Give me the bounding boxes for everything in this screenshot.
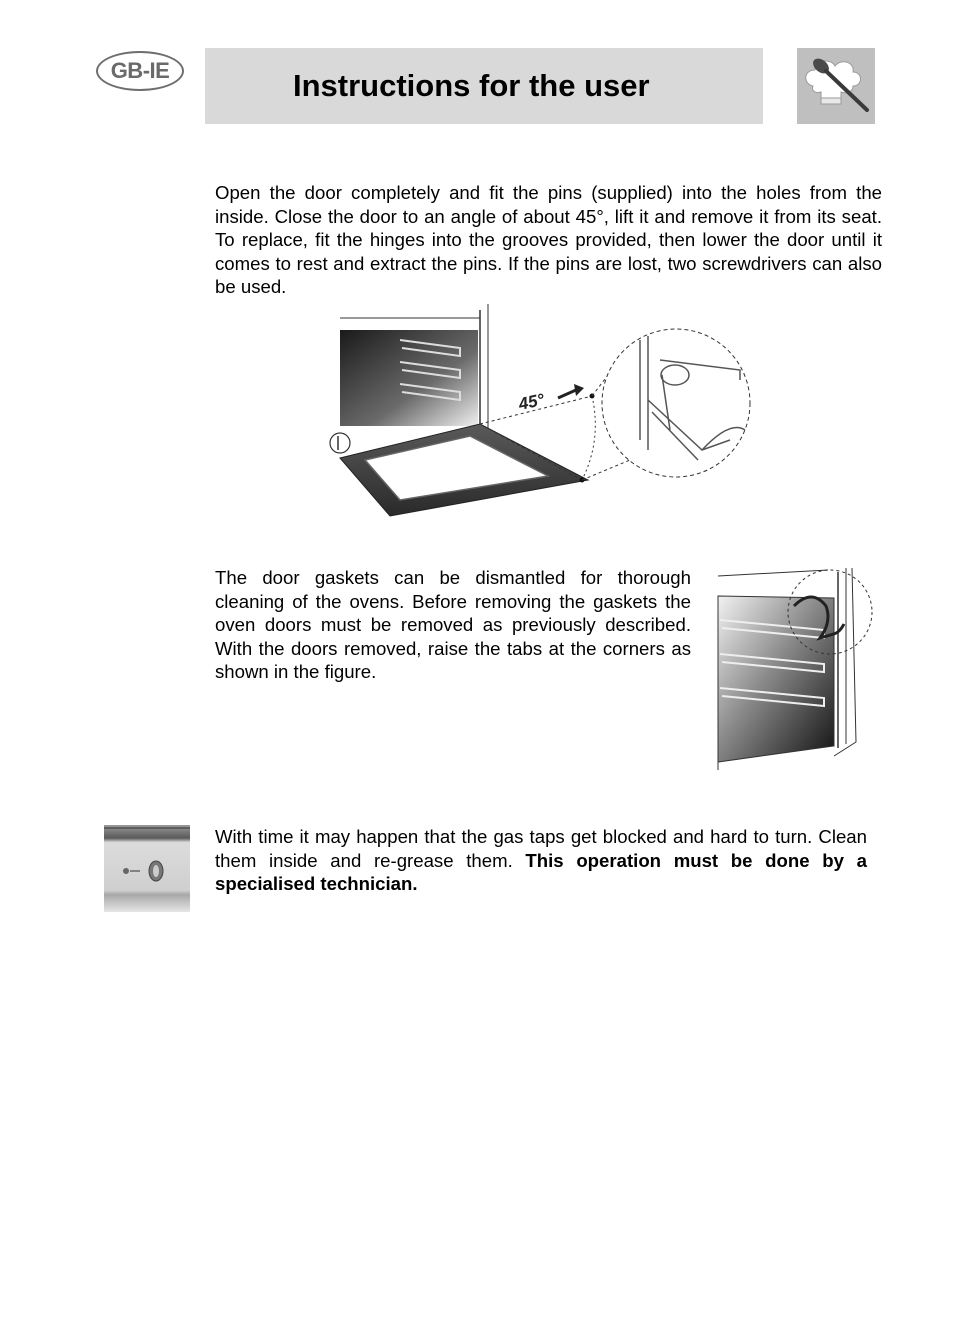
gas-taps-text <box>215 825 867 896</box>
chef-logo-graphic <box>797 48 875 124</box>
gas-taps-text-normal: With time it may happen that the gas taps get blocked and hard to turn. Clean them inside and re-grease them. <box>215 826 867 871</box>
page-title: Instructions for the user <box>293 68 650 103</box>
door-removal-text: Open the door completely and fit the pins (supplied) into the holes from the inside. Close the door to an angle of about 45°, lift it and remove it from its seat. To replace, fit the hinges into the grooves provided, then lower the door until it comes to rest and extract the pins. If the pins are lost, two screwdrivers can also be used. <box>215 182 882 298</box>
angle-label: 45° <box>516 389 546 414</box>
header-bar <box>205 48 763 124</box>
gasket-figure <box>716 566 876 776</box>
gaskets-text: The door gaskets can be dismantled for thorough cleaning of the ovens. Before removing the gaskets the oven doors must be removed as previously described. With the doors removed, raise the tabs at the corners as shown in the figure. <box>215 567 691 683</box>
door-removal-figure <box>330 300 760 520</box>
gas-tap-knob-icon <box>104 825 190 912</box>
language-badge: GB-IE <box>96 51 184 91</box>
gas-taps-warning: This operation must be done by a specialised technician. <box>215 849 867 895</box>
chef-hat-spoon-icon <box>797 48 875 124</box>
